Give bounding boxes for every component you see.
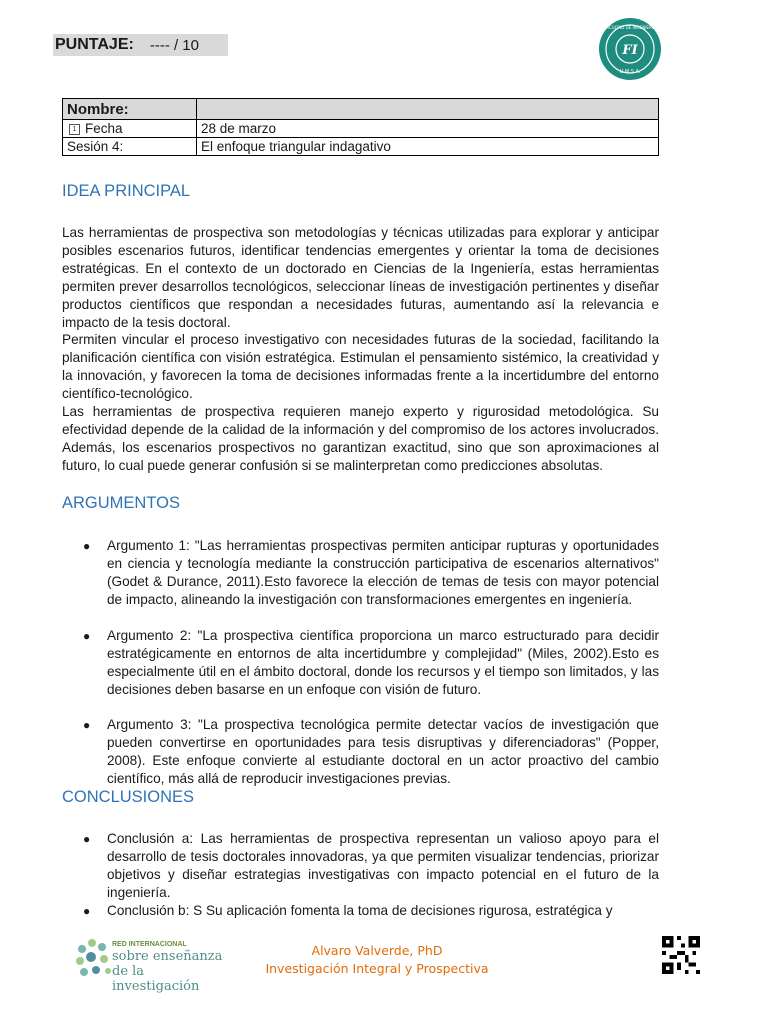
list-item: ● Conclusión a: Las herramientas de prospectiva representan un valioso apoyo para el desarrollo de tesis doctorales innovadoras, ya que permiten visualizar tendencias, priorizar objetivos y diseñar estrategias investigativas con impacto potencial en el futuro de la ingeniería. [83, 831, 659, 900]
bullet-icon: ● [83, 629, 91, 643]
idea-paragraph-1: Las herramientas de prospectiva son metodologías y técnicas utilizadas para explorar y anticipar posibles escenarios futuros, identificar tendencias emergentes y orientar la toma de decisiones estratégicas. En el contexto de un doctorado en Ciencias de la Ingeniería, estas herramientas permiten prever desarrollos tecnológicos, seleccionar líneas de investigación pertinentes y diseñar productos científicos que respondan a necesidades futuras, aumentando así la relevancia e impacto de la tesis doctoral. [62, 225, 659, 330]
svg-text:FACULTAD DE INGENIERIA: FACULTAD DE INGENIERIA [604, 25, 656, 30]
idea-paragraph-3: Las herramientas de prospectiva requieren manejo experto y rigurosidad metodológica. Su efectividad depende de la calidad de la información y del compromiso de los actores involucrados. Además, los escenarios prospectivos no garantizan exactitud, sino que son aproximaciones al futuro, lo cual puede generar confusión si se malinterpretan como predicciones absolutas. [62, 404, 659, 473]
logo-line-3: de la investigación [112, 964, 200, 994]
list-item: ● Argumento 1: "Las herramientas prospectivas permiten anticipar rupturas y oportunidades en ciencia y tecnología mediante la construcción participativa de escenarios alternativos" (Godet & Durance, 2011).Esto favorece la elección de temas de tesis con mayor potencial de impacto, alineando la investigación con transformaciones emergentes en ingeniería. [83, 538, 659, 607]
score-box [53, 34, 228, 56]
list-item: ● Argumento 2: "La prospectiva científica proporciona un marco estructurado para decidir estratégicamente en entornos de alta incertidumbre y complejidad" (Miles, 2002).Esto es especialmente útil en el ámbito doctoral, donde los recursos y el tiempo son limitados, y las decisiones deben basarse en un enfoque con visión de futuro. [83, 628, 659, 697]
session-label: Sesión 4: [63, 138, 197, 156]
arguments-heading: ARGUMENTOS [62, 494, 180, 512]
list-item: ● Conclusión b: S Su aplicación fomenta la toma de decisiones rigurosa, estratégica y [83, 903, 613, 918]
info-table [62, 98, 659, 156]
qr-code-icon [661, 936, 701, 974]
bullet-icon: ● [83, 718, 91, 732]
footer-author: Alvaro Valverde, PhD [311, 943, 443, 958]
calendar-icon: 1 [69, 124, 80, 135]
footer-credits [252, 942, 502, 978]
session-value: El enfoque triangular indagativo [197, 138, 659, 156]
logo-line-1: RED INTERNACIONAL [112, 941, 187, 948]
list-item: ● Argumento 3: "La prospectiva tecnológica permite detectar vacíos de investigación que pueden convertirse en oportunidades para tesis disruptivas y diferenciadoras" (Popper, 2008). Este enfoque convierte al estudiante doctoral en un actor proactivo del cambio científico, más allá de reproducir investigaciones previas. [83, 717, 659, 786]
network-logo [72, 935, 232, 994]
faculty-seal-logo [598, 17, 662, 81]
name-label: Nombre: [63, 99, 197, 120]
svg-text:FI: FI [622, 43, 638, 58]
date-label-cell [63, 120, 197, 138]
bullet-icon: ● [83, 539, 91, 553]
logo-line-2: sobre enseñanza [112, 949, 223, 964]
date-value: 28 de marzo [197, 120, 659, 138]
bullet-icon: ● [83, 832, 91, 846]
score-label: PUNTAJE: [55, 36, 134, 53]
svg-text:U.M.S.A.: U.M.S.A. [619, 69, 641, 75]
idea-heading: IDEA PRINCIPAL [62, 182, 191, 200]
idea-paragraph-2: Permiten vincular el proceso investigativo con necesidades futuras de la sociedad, facilitando la planificación científica con visión estratégica. Estimulan el pensamiento sistémico, la creatividad y la innovación, y favorecen la toma de decisiones informadas frente a la incertidumbre del entorno científico-tecnológico. [62, 332, 659, 401]
score-value: ---- / 10 [149, 36, 199, 54]
bullet-icon: ● [83, 904, 91, 918]
name-value[interactable] [197, 99, 659, 120]
conclusions-heading: CONCLUSIONES [62, 788, 195, 806]
date-label: Fecha [85, 121, 123, 136]
footer-subtitle: Investigación Integral y Prospectiva [265, 961, 489, 976]
